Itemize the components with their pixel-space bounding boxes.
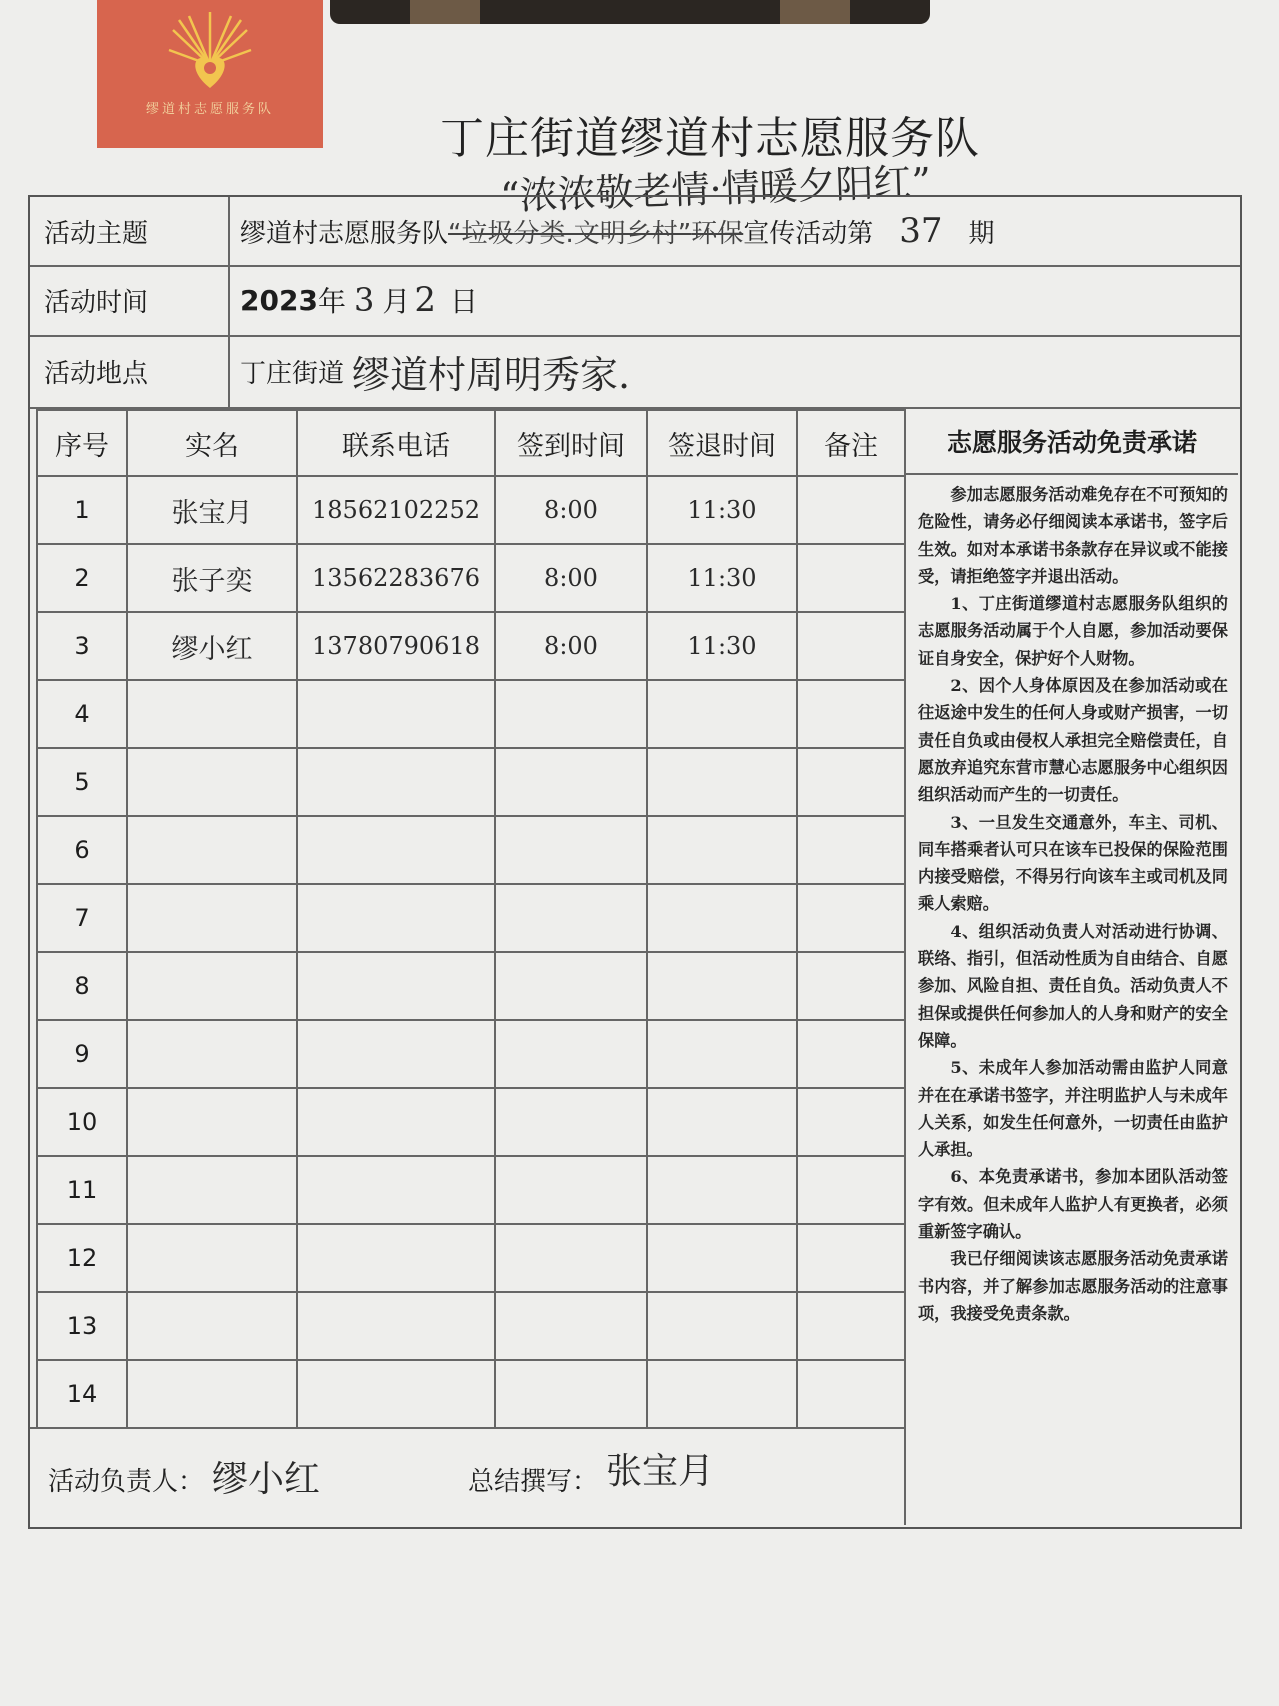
cell-remark (797, 1360, 905, 1428)
year: 2023 (240, 283, 318, 317)
theme-value (240, 197, 995, 265)
cell-remark (797, 952, 905, 1020)
signature-footer (30, 1427, 904, 1527)
table-row (37, 476, 905, 544)
cell-remark (797, 748, 905, 816)
place-row (30, 335, 1240, 409)
col-remark: 备注 (797, 410, 905, 476)
theme-handwritten: “浓浓敬老情·情暖夕阳红” (499, 159, 932, 219)
cell-checkin: 8:00 (495, 544, 647, 612)
disclaimer-paragraph: 我已仔细阅读该志愿服务活动免责承诺书内容，并了解参加志愿服务活动的注意事项，我接受免责条款。 (918, 1249, 1228, 1323)
sun-heart-icon (167, 10, 253, 96)
cell-checkin (495, 816, 647, 884)
cell-checkin (495, 748, 647, 816)
team-logo (97, 0, 323, 148)
page-title: 丁庄街道缪道村志愿服务队 (440, 113, 980, 164)
cell-checkin (495, 884, 647, 952)
cell-name (127, 1088, 297, 1156)
cell-name (127, 1156, 297, 1224)
signin-sheet (28, 195, 1242, 1529)
cell-name (127, 680, 297, 748)
theme-struck-2: 环保 (691, 218, 744, 249)
cell-phone (297, 1088, 495, 1156)
cell-index: 6 (37, 816, 127, 884)
place-label: 活动地点 (30, 335, 230, 407)
table-row (37, 1360, 905, 1428)
cell-checkout (647, 1360, 797, 1428)
cell-name (127, 1224, 297, 1292)
theme-struck: “垃圾分类.文明乡村” (448, 218, 692, 249)
cell-phone (297, 748, 495, 816)
cell-name (127, 952, 297, 1020)
cell-name (127, 1020, 297, 1088)
cell-phone (297, 1020, 495, 1088)
cell-checkout (647, 1156, 797, 1224)
cell-phone (297, 952, 495, 1020)
place-prefix: 丁庄街道 (240, 358, 345, 389)
cell-remark (797, 1088, 905, 1156)
day-unit: 日 (449, 285, 478, 318)
year-unit: 年 (317, 285, 346, 318)
cell-index: 13 (37, 1292, 127, 1360)
table-row (37, 1224, 905, 1292)
cell-name: 张子奕 (127, 544, 297, 612)
cell-phone (297, 1360, 495, 1428)
cell-index: 3 (37, 612, 127, 680)
cell-remark (797, 544, 905, 612)
attendance-table (36, 409, 906, 1429)
cell-name: 缪小红 (127, 612, 297, 680)
cell-checkin (495, 1360, 647, 1428)
table-row (37, 680, 905, 748)
issue-unit: 期 (968, 218, 995, 249)
cell-index: 14 (37, 1360, 127, 1428)
table-row (37, 1292, 905, 1360)
cell-index: 2 (37, 544, 127, 612)
cell-remark (797, 1020, 905, 1088)
disclaimer-paragraph: 2、因个人身体原因及在参加活动或在往返途中发生的任何人身或财产损害，一切责任自负或由侵权人承担完全赔偿责任，自愿放弃追究东营市慧心志愿服务中心组织因组织活动而产生的一切责任。 (918, 676, 1228, 805)
cell-phone (297, 1224, 495, 1292)
cell-index: 10 (37, 1088, 127, 1156)
cell-checkin (495, 1156, 647, 1224)
cell-remark (797, 816, 905, 884)
cell-checkout (647, 1224, 797, 1292)
cell-remark (797, 1156, 905, 1224)
disclaimer-paragraph: 3、一旦发生交通意外，车主、司机、同车搭乘者认可只在该车已投保的保险范围内接受赔偿，不得另行向该车主或司机及同乘人索赔。 (918, 812, 1228, 914)
cell-remark (797, 1224, 905, 1292)
disclaimer-title: 志愿服务活动免责承诺 (906, 409, 1238, 475)
cell-checkout (647, 816, 797, 884)
theme-row (30, 197, 1240, 267)
cell-checkin (495, 680, 647, 748)
summary-signature: 张宝月 (606, 1451, 715, 1492)
table-row (37, 1156, 905, 1224)
cell-checkin: 8:00 (495, 612, 647, 680)
cell-name (127, 884, 297, 952)
cell-phone (297, 680, 495, 748)
table-row (37, 952, 905, 1020)
table-row (37, 816, 905, 884)
cell-name (127, 748, 297, 816)
theme-prefix: 缪道村志愿服务队 (240, 218, 449, 249)
month: 3 (353, 281, 375, 319)
cell-phone (297, 884, 495, 952)
table-row (37, 884, 905, 952)
cell-index: 5 (37, 748, 127, 816)
cell-index: 7 (37, 884, 127, 952)
leader-label: 活动负责人： (48, 1467, 205, 1497)
theme-suffix: 宣传活动第 (743, 218, 874, 249)
cell-phone (297, 1292, 495, 1360)
cell-index: 9 (37, 1020, 127, 1088)
logo-text: 缪道村志愿服务队 (145, 102, 274, 117)
cell-remark (797, 1292, 905, 1360)
cell-remark (797, 612, 905, 680)
cell-index: 12 (37, 1224, 127, 1292)
disclaimer-body (906, 475, 1238, 1327)
cell-checkin (495, 1292, 647, 1360)
cell-name: 张宝月 (127, 476, 297, 544)
cell-checkout (647, 748, 797, 816)
theme-label: 活动主题 (30, 197, 230, 265)
disclaimer-paragraph: 6、本免责承诺书，参加本团队活动签字有效。但未成年人监护人有更换者，必须重新签字确认。 (918, 1167, 1228, 1242)
cell-checkin (495, 1224, 647, 1292)
disclaimer-paragraph: 4、组织活动负责人对活动进行协调、联络、指引，但活动性质为自由结合、自愿参加、风险自担、责任自负。活动负责人不担保或提供任何参加人的人身和财产的安全保障。 (918, 921, 1228, 1050)
cell-checkout: 11:30 (647, 476, 797, 544)
col-name: 实名 (127, 410, 297, 476)
cell-phone: 13780790618 (297, 612, 495, 680)
table-row (37, 1088, 905, 1156)
cell-checkout: 11:30 (647, 544, 797, 612)
cell-index: 8 (37, 952, 127, 1020)
cell-index: 11 (37, 1156, 127, 1224)
time-label: 活动时间 (30, 265, 230, 335)
col-checkout: 签退时间 (647, 410, 797, 476)
cell-phone: 13562283676 (297, 544, 495, 612)
cell-checkin: 8:00 (495, 476, 647, 544)
table-row (37, 1020, 905, 1088)
place-value (240, 335, 630, 407)
cell-checkout (647, 884, 797, 952)
cell-remark (797, 680, 905, 748)
cell-remark (797, 476, 905, 544)
cell-name (127, 1360, 297, 1428)
col-phone: 联系电话 (297, 410, 495, 476)
cell-checkout (647, 1088, 797, 1156)
cell-checkout (647, 1020, 797, 1088)
table-row (37, 544, 905, 612)
place-handwritten: 缪道村周明秀家. (352, 352, 631, 397)
cell-checkout (647, 1292, 797, 1360)
cell-checkout: 11:30 (647, 612, 797, 680)
cell-checkout (647, 952, 797, 1020)
issue-number: 37 (899, 211, 943, 251)
time-value (240, 265, 478, 335)
cell-checkin (495, 952, 647, 1020)
col-index: 序号 (37, 410, 127, 476)
cell-remark (797, 884, 905, 952)
disclaimer-paragraph: 5、未成年人参加活动需由监护人同意并在在承诺书签字，并注明监护人与未成年人关系，如发生任何意外，一切责任由监护人承担。 (918, 1058, 1228, 1160)
time-row (30, 265, 1240, 337)
clipboard-clip (330, 0, 930, 24)
cell-checkin (495, 1020, 647, 1088)
cell-checkout (647, 680, 797, 748)
cell-name (127, 816, 297, 884)
cell-index: 4 (37, 680, 127, 748)
cell-name (127, 1292, 297, 1360)
col-checkin: 签到时间 (495, 410, 647, 476)
day: 2 (414, 280, 436, 320)
leader-signature: 缪小红 (212, 1459, 321, 1500)
month-unit: 月 (382, 285, 411, 318)
table-header (37, 410, 905, 476)
cell-phone (297, 816, 495, 884)
table-row (37, 748, 905, 816)
cell-phone: 18562102252 (297, 476, 495, 544)
disclaimer-paragraph: 1、丁庄街道缪道村志愿服务队组织的志愿服务活动属于个人自愿，参加活动要保证自身安全，保护好个人财物。 (918, 594, 1228, 668)
summary-label: 总结撰写： (468, 1467, 599, 1497)
disclaimer-paragraph: 参加志愿服务活动难免存在不可预知的危险性，请务必仔细阅读本承诺书，签字后生效。如对本承诺书条款存在异议或不能接受，请拒绝签字并退出活动。 (918, 485, 1228, 586)
cell-index: 1 (37, 476, 127, 544)
table-row (37, 612, 905, 680)
disclaimer-panel (904, 409, 1238, 1525)
cell-checkin (495, 1088, 647, 1156)
cell-phone (297, 1156, 495, 1224)
